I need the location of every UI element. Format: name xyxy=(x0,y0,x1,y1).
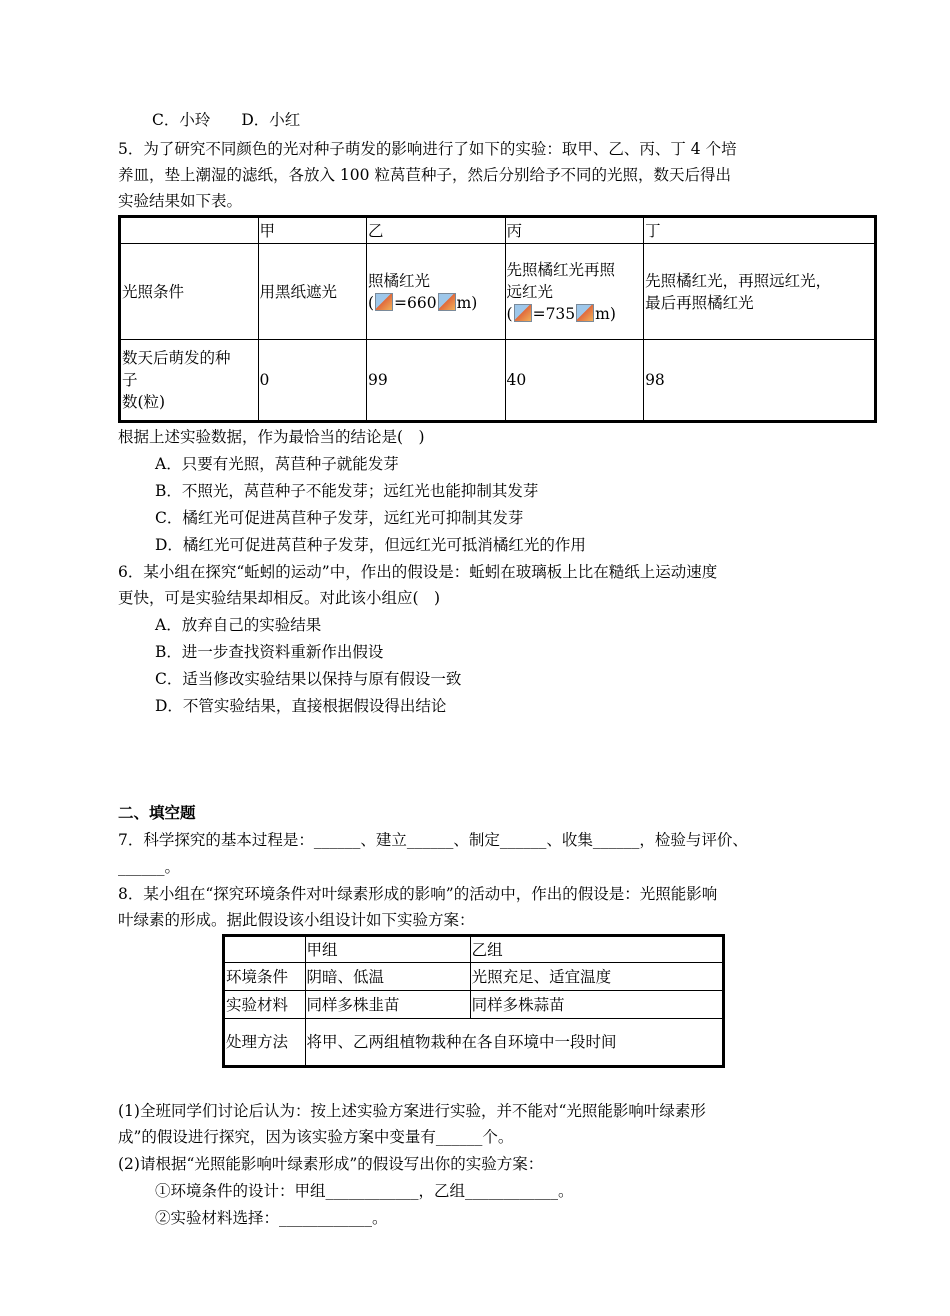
q5-yi-count: 99 xyxy=(366,340,505,422)
q6-stem-line1: 6．某小组在探究“蚯蚓的运动”中，作出的假设是：蚯蚓在玻璃板上比在糙纸上运动速度 xyxy=(118,563,718,581)
q5-yi-condition xyxy=(366,244,505,340)
q6-stem-line2: 更快，可是实验结果却相反。对此该小组应( ) xyxy=(118,589,441,607)
wavelength-value: =660 xyxy=(394,293,437,312)
q7-line1: 7．科学探究的基本过程是：______、建立______、制定______、收集______，检验与评价、 xyxy=(118,831,748,849)
q8-table-method-row xyxy=(224,1019,724,1067)
q5-stem-line2: 养皿，垫上潮湿的滤纸，各放入 100 粒莴苣种子，然后分别给予不同的光照，数天后得出 xyxy=(118,166,731,184)
paren-open: ( xyxy=(506,304,513,323)
q5-bing-condition-line2: 远红光 xyxy=(506,282,554,301)
q8-header-group-yi: 乙组 xyxy=(470,936,723,963)
wavelength-unit: m) xyxy=(456,293,478,312)
q8-stem-line1: 8．某小组在“探究环境条件对叶绿素形成的影响”的活动中，作出的假设是：光照能影响 xyxy=(118,885,718,903)
q8-header-group-jia: 甲组 xyxy=(305,936,470,963)
q6-option-a: A．放弃自己的实验结果 xyxy=(155,616,322,634)
q4-options-tail: C．小玲 D．小红 xyxy=(152,111,301,129)
q5-row-label-count xyxy=(120,340,259,422)
q8-sub2: (2)请根据“光照能影响叶绿素形成”的假设写出你的实验方案： xyxy=(118,1155,544,1173)
q5-header-yi: 乙 xyxy=(366,217,505,244)
q8-table-header-row xyxy=(224,936,724,963)
q5-table xyxy=(118,215,877,423)
q8-cell: 光照充足、适宜温度 xyxy=(470,963,723,991)
q8-method-label: 处理方法 xyxy=(224,1019,306,1067)
q8-stem-line2: 叶绿素的形成。据此假设该小组设计如下实验方案： xyxy=(118,911,475,929)
q6-option-c: C．适当修改实验结果以保持与原有假设一致 xyxy=(155,670,462,688)
q5-jia-condition: 用黑纸遮光 xyxy=(258,244,366,340)
q5-option-b: B．不照光，莴苣种子不能发芽；远红光也能抑制其发芽 xyxy=(155,482,539,500)
q8-method-value: 将甲、乙两组植物栽种在各自环境中一段时间 xyxy=(305,1019,723,1067)
q5-row-label-count-line2: 子 xyxy=(122,371,138,389)
q8-table-corner xyxy=(224,936,306,963)
broken-image-icon xyxy=(438,293,456,311)
q7-line2: ______。 xyxy=(118,858,181,876)
q8-sub2-environment: ①环境条件的设计：甲组____________，乙组____________。 xyxy=(155,1182,574,1200)
q5-bing-condition-line3 xyxy=(507,303,643,325)
q8-table-row xyxy=(224,991,724,1019)
wavelength-value: =735 xyxy=(532,304,576,323)
q8-row-label: 实验材料 xyxy=(224,991,306,1019)
q5-header-bing: 丙 xyxy=(505,217,644,244)
q5-ding-condition-line2: 最后再照橘红光 xyxy=(645,293,754,312)
q8-sub1-line2: 成”的假设进行探究，因为该实验方案中变量有______个。 xyxy=(118,1128,514,1146)
q5-table-header-row xyxy=(120,217,876,244)
q5-jia-count: 0 xyxy=(258,340,366,422)
broken-image-icon xyxy=(514,304,532,322)
q5-header-jia: 甲 xyxy=(258,217,366,244)
q5-table-light-row xyxy=(120,244,876,340)
q8-cell: 阴暗、低温 xyxy=(305,963,470,991)
q6-option-b: B．进一步查找资料重新作出假设 xyxy=(155,643,384,661)
q5-row-label-count-line1: 数天后萌发的种 xyxy=(122,349,231,367)
q5-yi-condition-line2 xyxy=(368,292,504,314)
q8-cell: 同样多株蒜苗 xyxy=(470,991,723,1019)
q5-option-c: C．橘红光可促进莴苣种子发芽，远红光可抑制其发芽 xyxy=(155,509,524,527)
q8-sub2-material: ②实验材料选择：____________。 xyxy=(155,1209,388,1227)
q5-table-corner xyxy=(120,217,259,244)
q5-option-a: A．只要有光照，莴苣种子就能发芽 xyxy=(155,455,399,473)
paren-open: ( xyxy=(367,293,375,312)
q5-ding-condition xyxy=(644,244,876,340)
q5-ding-count: 98 xyxy=(644,340,876,422)
q5-bing-condition-line1: 先照橘红光再照 xyxy=(506,260,616,279)
q5-row-label-count-line3: 数(粒) xyxy=(122,393,166,411)
q5-header-ding: 丁 xyxy=(644,217,876,244)
q8-table xyxy=(222,934,725,1068)
q5-stem-line1: 5．为了研究不同颜色的光对种子萌发的影响进行了如下的实验：取甲、乙、丙、丁 4 个培 xyxy=(118,140,737,158)
broken-image-icon xyxy=(375,293,393,311)
broken-image-icon xyxy=(576,304,594,322)
q5-bing-count: 40 xyxy=(505,340,644,422)
q5-row-label-light: 光照条件 xyxy=(120,244,259,340)
q5-option-d: D．橘红光可促进莴苣种子发芽，但远红光可抵消橘红光的作用 xyxy=(155,536,586,554)
q5-ding-condition-line1: 先照橘红光，再照远红光， xyxy=(645,271,832,290)
q5-stem-line3: 实验结果如下表。 xyxy=(118,192,243,210)
q5-question: 根据上述实验数据，作为最恰当的结论是( ) xyxy=(118,428,425,446)
wavelength-unit: m) xyxy=(595,304,616,323)
q8-row-label: 环境条件 xyxy=(224,963,306,991)
q8-table-row xyxy=(224,963,724,991)
q5-yi-condition-line1: 照橘红光 xyxy=(367,271,430,290)
q6-option-d: D．不管实验结果，直接根据假设得出结论 xyxy=(155,697,447,715)
q5-table-count-row xyxy=(120,340,876,422)
q8-cell: 同样多株韭苗 xyxy=(305,991,470,1019)
q8-sub1-line1: (1)全班同学们讨论后认为：按上述实验方案进行实验，并不能对“光照能影响叶绿素形 xyxy=(118,1102,706,1120)
section-title-fill-in: 二、填空题 xyxy=(118,803,196,822)
q5-bing-condition xyxy=(505,244,644,340)
